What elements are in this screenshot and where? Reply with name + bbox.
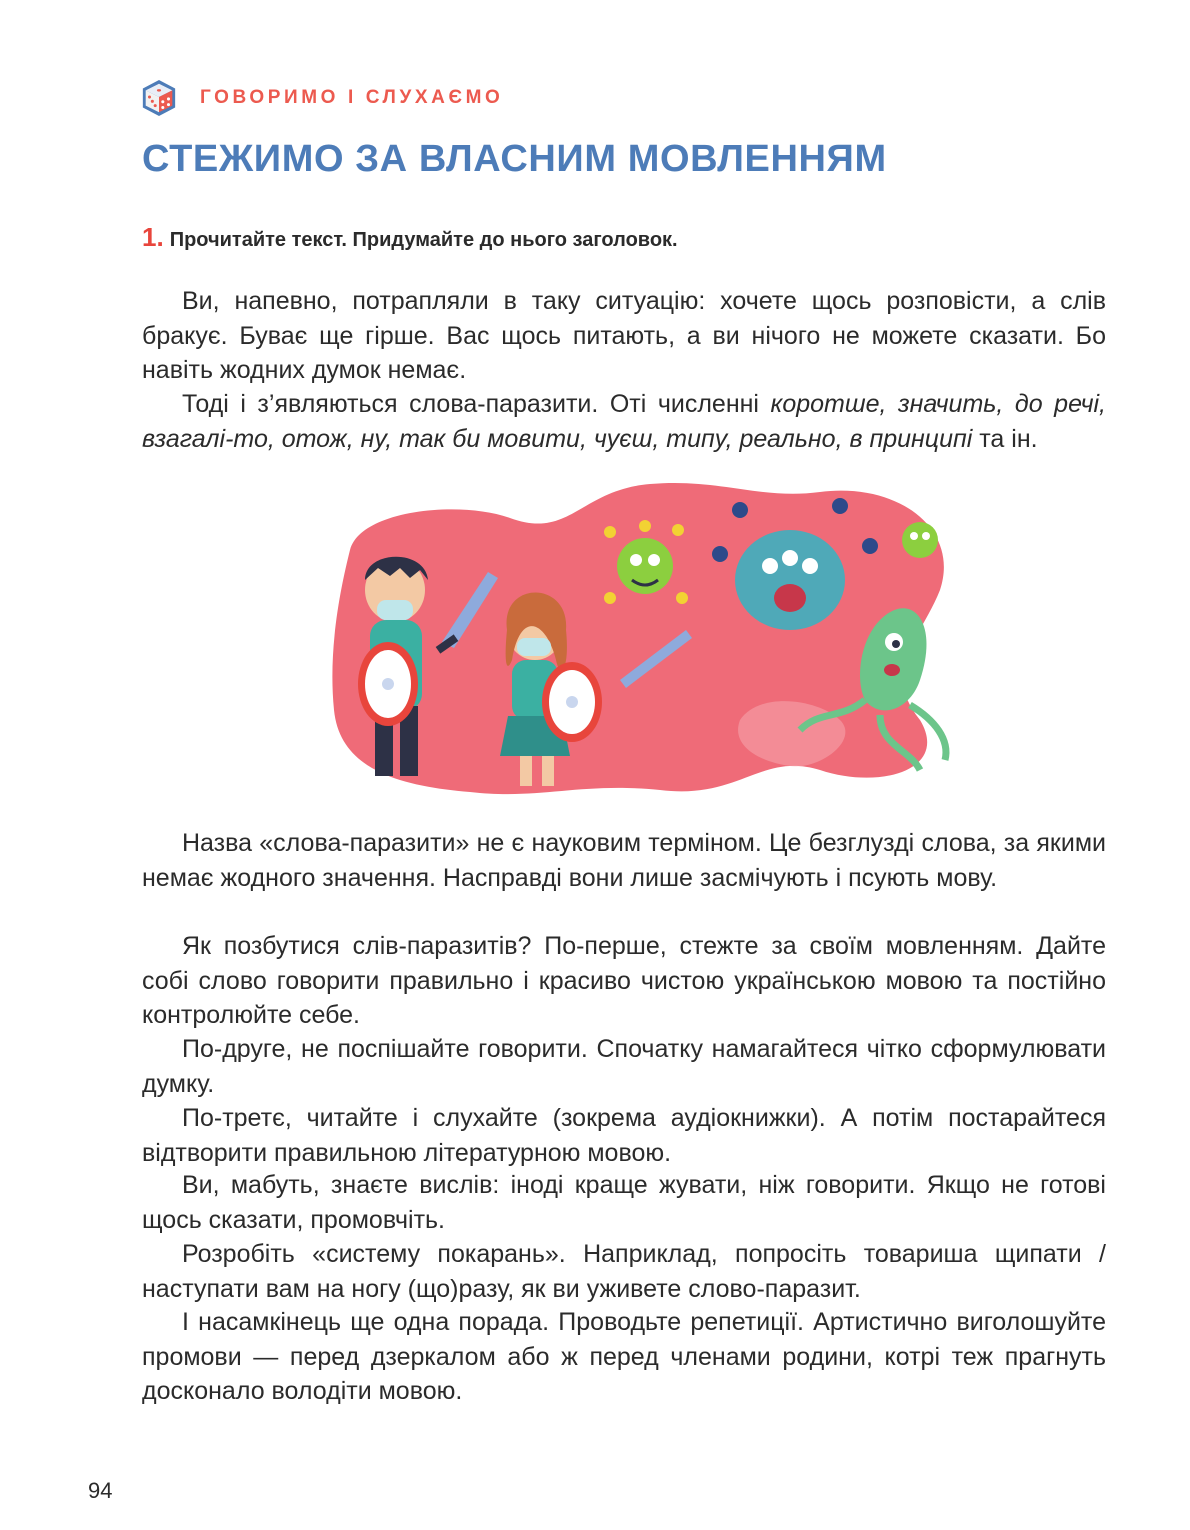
task-instruction [142, 222, 678, 253]
paragraph: По-третє, читайте і слухайте (зокрема аудіокнижки). А потім постарайтеся відтворити правильною літературною мовою. [142, 1104, 1106, 1167]
paragraph: По-друге, не поспішайте говорити. Спочатку намагайтеся чітко сформулювати думку. [142, 1035, 1106, 1098]
kids-fighting-viruses-illustration [320, 470, 960, 800]
section-label: ГОВОРИМО І СЛУХАЄМО [200, 87, 504, 108]
task-number: 1. [142, 222, 164, 252]
paragraph: Розробіть «систему покарань». Наприклад, попросіть товариша щипати / наступати вам на ногу (що)разу, як ви уживете слово-паразит. [142, 1240, 1106, 1303]
paragraph: І насамкінець ще одна порада. Проводьте репетиції. Артистично виголошуйте промови — перед дзеркалом або ж перед членами родини, котрі теж прагнуть досконало володіти мовою. [142, 1308, 1106, 1405]
paragraph: Як позбутися слів-паразитів? По-перше, стежте за своїм мовленням. Дайте собі слово говорити правильно і красиво чистою українською мовою та постійно контролюйте себе. [142, 932, 1106, 1029]
task-text: Прочитайте текст. Придумайте до нього заголовок. [169, 229, 678, 251]
intro-paragraph-1: Ви, напевно, потрапляли в таку ситуацію: хочете щось розповісти, а слів бракує. Буває ще гірше. Вас щось питають, а ви нічого не можете сказати. Бо навіть жодних думок немає. [142, 287, 1106, 384]
dice-cube-icon [140, 79, 178, 117]
page-number: 94 [88, 1478, 113, 1503]
paragraph: Назва «слова-паразити» не є науковим терміном. Це безглузді слова, за якими немає жодного значення. Насправді вони лише засмічують і псують мову. [142, 829, 1106, 892]
section-header [140, 78, 503, 118]
parasite-words-list: коротше, значить, до речі, взагалі-то, отож, ну, так би мовити, чуєш, типу, реально, в принципі [142, 390, 1107, 453]
intro-paragraph-2: Тоді і з’являються слова-паразити. Оті численні коротше, значить, до речі, взагалі-то, отож, ну, так би мовити, чуєш, типу, реально, в принципі та ін. [142, 390, 1107, 453]
paragraph: Ви, мабуть, знаєте вислів: іноді краще жувати, ніж говорити. Якщо не готові щось сказати, промовчіть. [142, 1171, 1106, 1234]
page-title: СТЕЖИМО ЗА ВЛАСНИМ МОВЛЕННЯМ [142, 138, 887, 180]
